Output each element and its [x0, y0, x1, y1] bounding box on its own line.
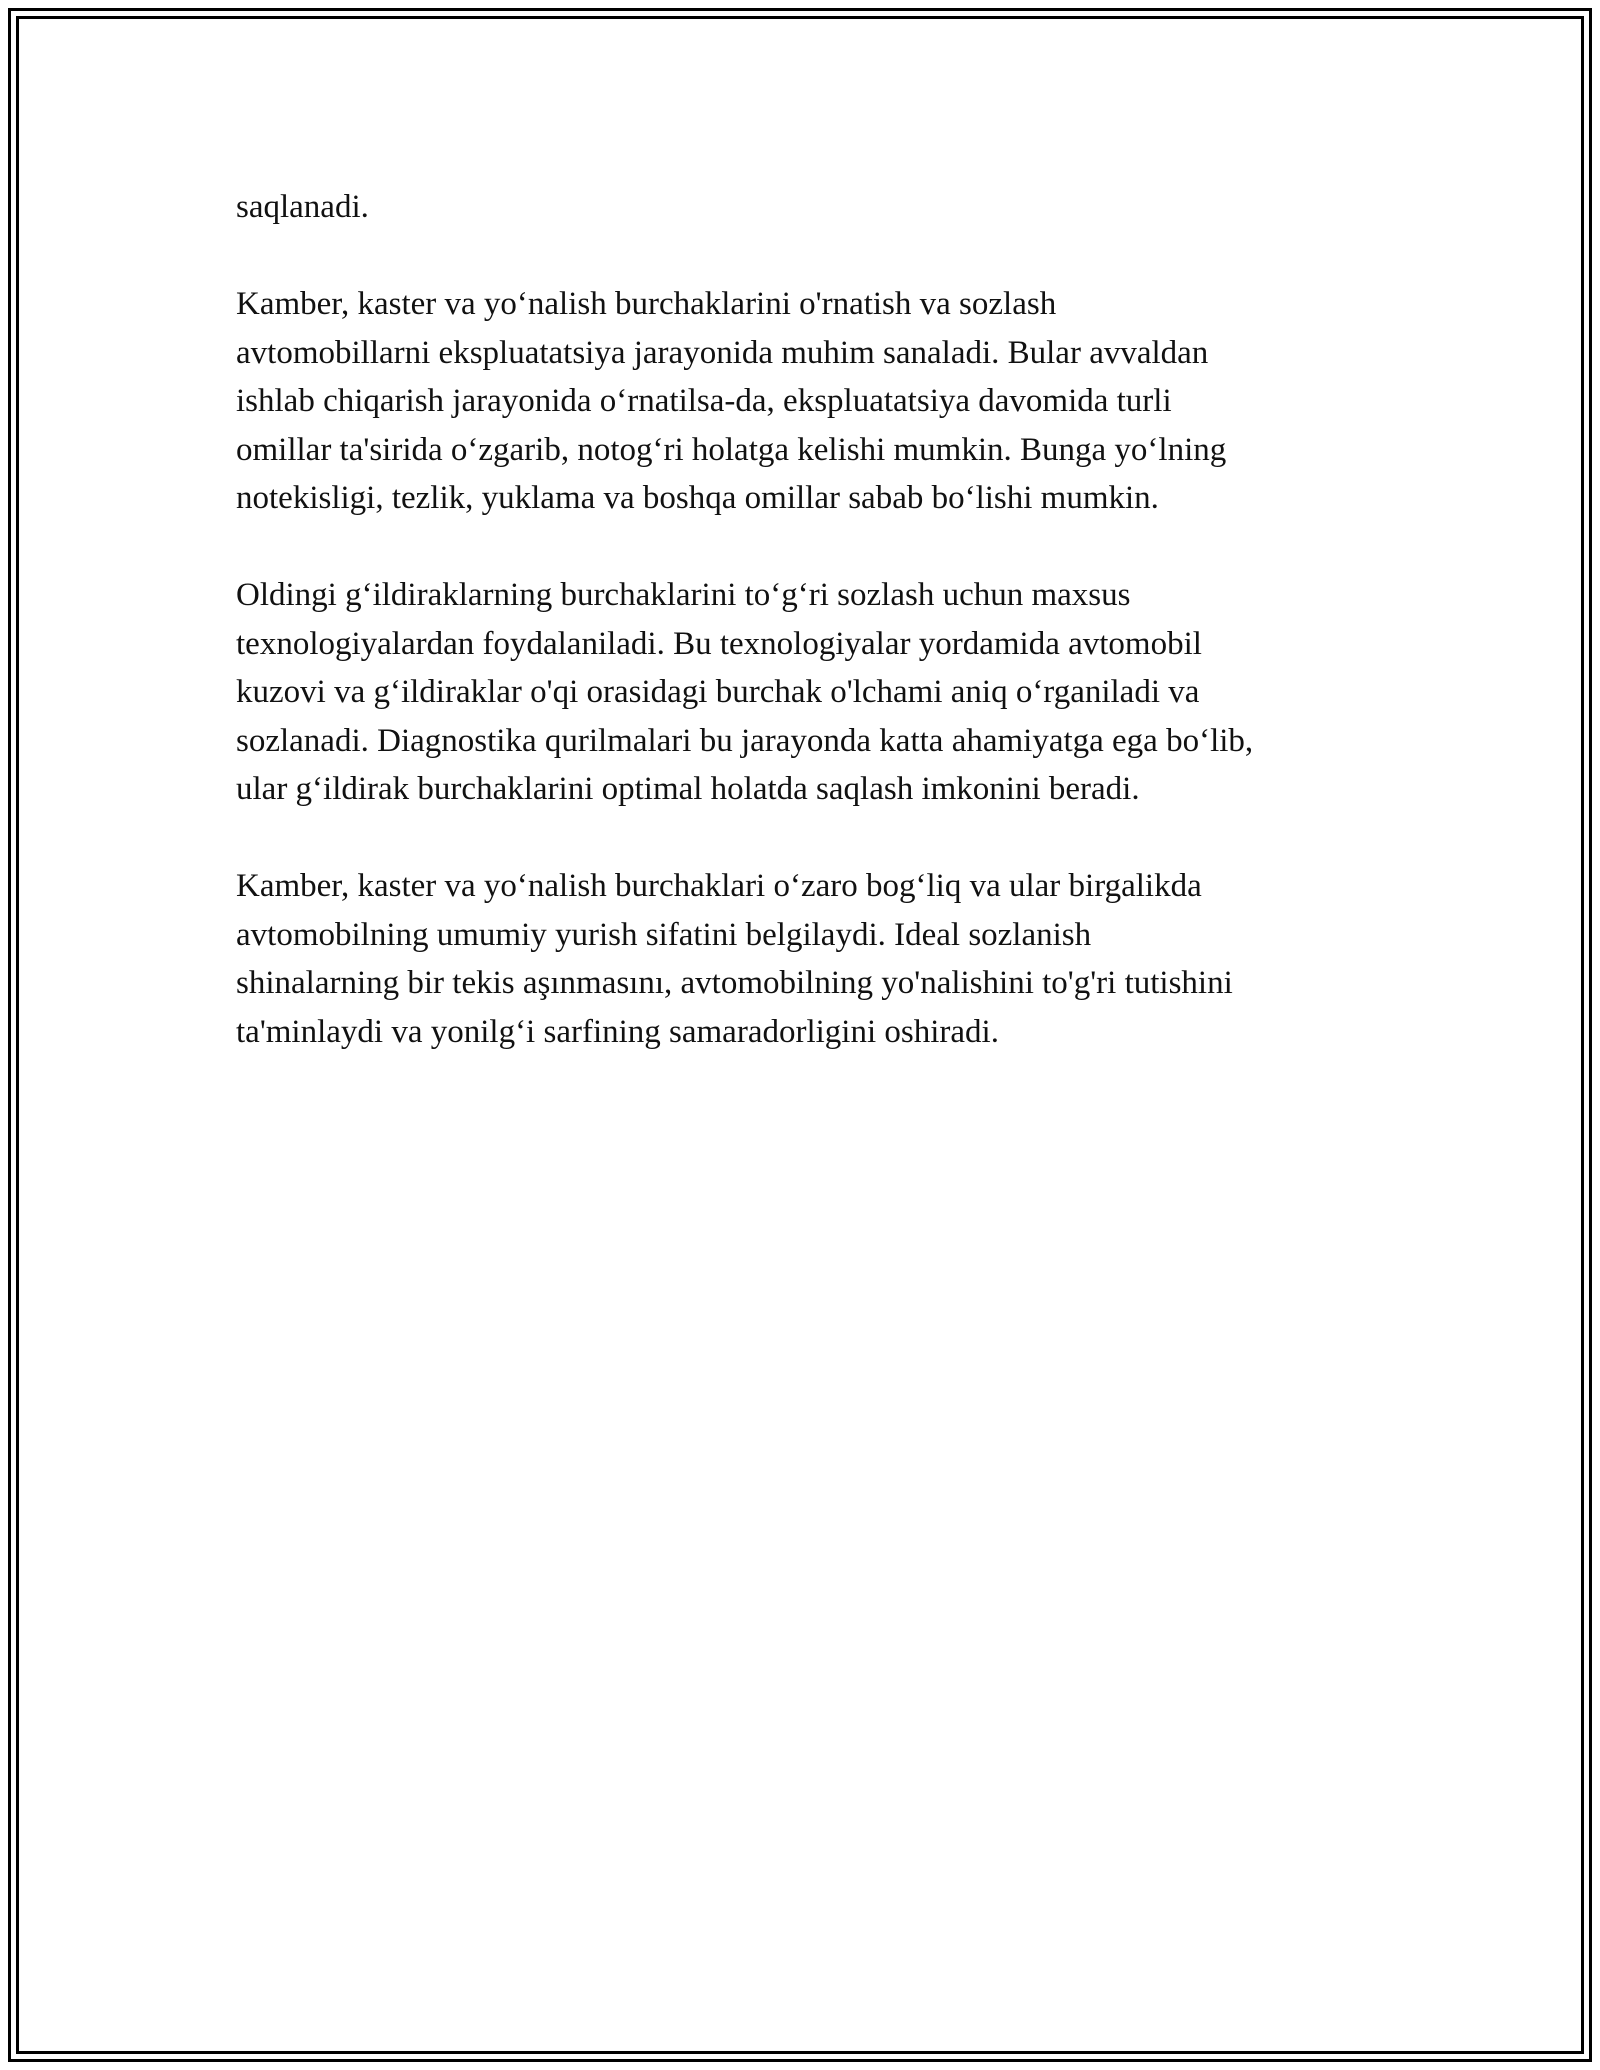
- paragraph-continuation: saqlanadi.: [236, 189, 369, 225]
- paragraph-angle-importance: Kamber, kaster va yo‘nalish burchaklarini o'rnatish va sozlash avtomobillarni ekspluatatsiya jarayonida muhim sanaladi. Bular avvaldan ishlab chiqarish jarayonida o‘rnatilsa-da, ekspluatatsiya davomida turli omillar ta'sirida o‘zgarib, notog‘ri holatga kelishi mumkin. Bunga yo‘lning notekisligi, tezlik, yuklama va boshqa omillar sabab bo‘lishi mumkin.: [236, 286, 1227, 516]
- paragraph-angle-interrelation: Kamber, kaster va yo‘nalish burchaklari o‘zaro bog‘liq va ular birgalikda avtomobilning umumiy yurish sifatini belgilaydi. Ideal sozlanish shinalarning bir tekis aşınmasını, avtomobilning yo'nalishini to'g'ri tutishini ta'minlaydi va yonilg‘i sarfining samaradorligini oshiradi.: [236, 868, 1233, 1050]
- paragraph-alignment-technology: Oldingi g‘ildiraklarning burchaklarini to‘g‘ri sozlash uchun maxsus texnologiyalardan foydalaniladi. Bu texnologiyalar yordamida avtomobil kuzovi va g‘ildiraklar o'qi orasidagi burchak o'lchami aniq o‘rganiladi va sozlanadi. Diagnostika qurilmalari bu jarayonda katta ahamiyatga ega bo‘lib, ular g‘ildirak burchaklarini optimal holatda saqlash imkonini beradi.: [236, 577, 1254, 807]
- document-body: [236, 183, 1376, 1105]
